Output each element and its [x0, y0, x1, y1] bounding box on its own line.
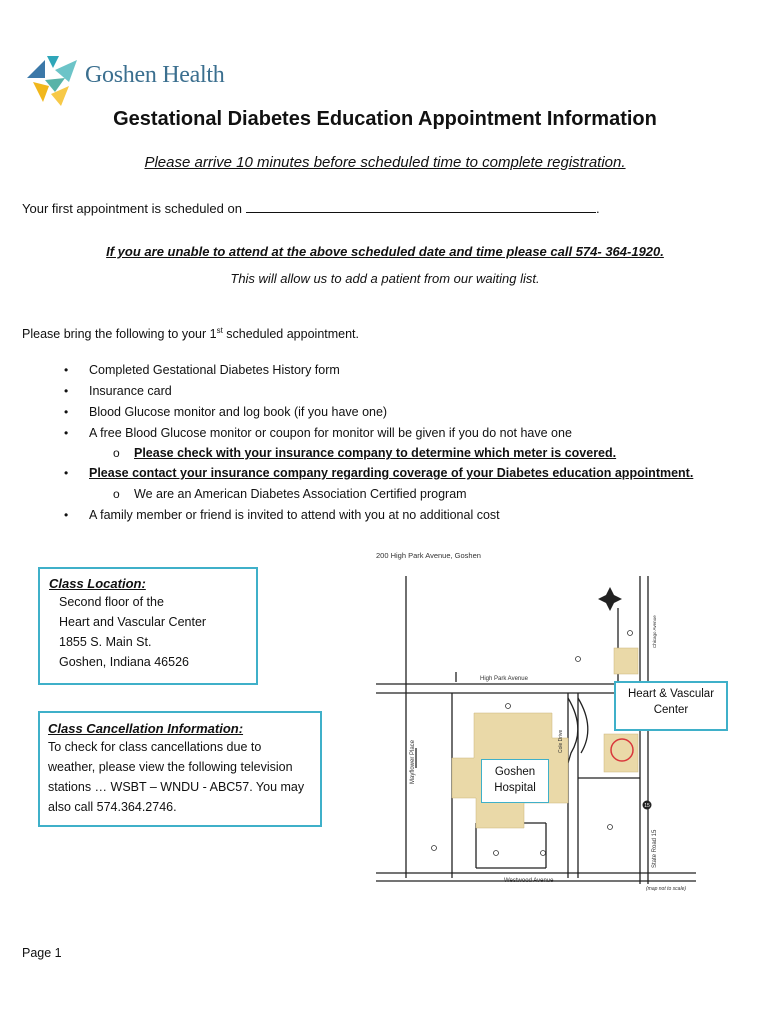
bullet-icon: • [64, 508, 69, 522]
class-location-heading: Class Location: [49, 576, 146, 591]
class-location-line: 1855 S. Main St. [59, 635, 152, 649]
map-entrance-icon [506, 704, 511, 709]
class-cancellation-line: also call 574.364.2746. [48, 800, 177, 814]
list-item: Insurance card [89, 384, 172, 398]
unable-to-attend-notice: If you are unable to attend at the above scheduled date and time please call 574- 364-1920. [106, 244, 664, 259]
first-appointment-line [22, 199, 600, 216]
first-appointment-label: Your first appointment is scheduled on [22, 201, 242, 216]
page-number: Page 1 [22, 946, 62, 960]
class-cancellation-line: To check for class cancellations due to [48, 740, 262, 754]
class-cancellation-line: stations … WSBT – WNDU - ABC57. You may [48, 780, 305, 794]
map-route-marker-text: 15 [644, 803, 650, 809]
bring-intro-tail: scheduled appointment. [222, 327, 360, 342]
class-cancellation-box [38, 711, 322, 827]
compass-icon [598, 587, 622, 611]
map-entrance-icon [432, 846, 437, 851]
map-entrance-icon [541, 851, 546, 856]
sub-bullet-icon: o [113, 446, 120, 460]
goshen-hospital-label [482, 764, 548, 796]
arrival-instruction: Please arrive 10 minutes before scheduled time to complete registration. [144, 154, 626, 171]
bring-intro [22, 326, 359, 341]
bullet-icon: • [64, 384, 69, 398]
map-entrance-icon [608, 825, 613, 830]
list-item: Blood Glucose monitor and log book (if you have one) [89, 405, 388, 419]
list-item: Completed Gestational Diabetes History form [89, 363, 340, 377]
map-label-high-park: High Park Avenue [480, 676, 528, 682]
goshen-hospital-label-line2: Hospital [494, 782, 536, 794]
list-item: A family member or friend is invited to attend with you at no additional cost [89, 508, 500, 522]
map-title: 200 High Park Avenue, Goshen [376, 551, 481, 560]
list-item: A free Blood Glucose monitor or coupon for monitor will be given if you do not have one [89, 426, 572, 440]
goshen-hospital-label-box [481, 759, 549, 803]
heart-vascular-label [616, 686, 726, 718]
class-cancellation-heading: Class Cancellation Information: [48, 721, 244, 736]
goshen-health-logo [25, 52, 225, 108]
heart-vascular-label-box [614, 681, 728, 731]
waitlist-note: This will allow us to add a patient from our waiting list. [230, 271, 540, 286]
class-location-line: Heart and Vascular Center [59, 615, 207, 629]
class-location-line: Second floor of the [59, 595, 164, 609]
map-label-chicago: Chicago Avenue [652, 615, 657, 648]
list-item-insurance-coverage: Please contact your insurance company regarding coverage of your Diabetes education appointment. [89, 466, 694, 480]
map-label-state-road: State Road 15 [652, 829, 658, 868]
goshen-hospital-label-line1: Goshen [494, 766, 536, 778]
heart-vascular-label-line2: Center [653, 704, 689, 716]
map-label-drive: Cole Drive [558, 729, 564, 753]
appointment-date-blank [246, 199, 596, 213]
class-cancellation-line: weather, please view the following television [48, 760, 293, 774]
map-label-mayflower: Mayflower Place [410, 739, 416, 784]
class-location-box [38, 567, 258, 685]
map-label-westwood: Westwood Avenue [504, 878, 554, 884]
logo-mark-icon [25, 52, 81, 108]
map-entrance-icon [576, 657, 581, 662]
list-item: We are an American Diabetes Association Certified program [134, 487, 467, 501]
map-entrance-icon [494, 851, 499, 856]
map-scale-note: (map not to scale) [646, 886, 687, 892]
page-title: Gestational Diabetes Education Appointment Information [113, 108, 657, 130]
sub-bullet-icon: o [113, 487, 120, 501]
map-entrance-icon [628, 631, 633, 636]
heart-vascular-label-line1: Heart & Vascular [627, 688, 715, 700]
bullet-icon: • [64, 405, 69, 419]
first-appointment-end: . [595, 201, 600, 216]
class-location-line: Goshen, Indiana 46526 [59, 655, 189, 669]
list-item-meter-note: Please check with your insurance company to determine which meter is covered. [134, 446, 617, 460]
bullet-icon: • [64, 466, 69, 480]
bullet-icon: • [64, 363, 69, 377]
bullet-icon: • [64, 426, 69, 440]
bring-intro-sup: st [216, 326, 223, 335]
logo-text: Goshen Health [85, 62, 225, 88]
bring-intro-text: Please bring the following to your 1 [22, 327, 217, 342]
